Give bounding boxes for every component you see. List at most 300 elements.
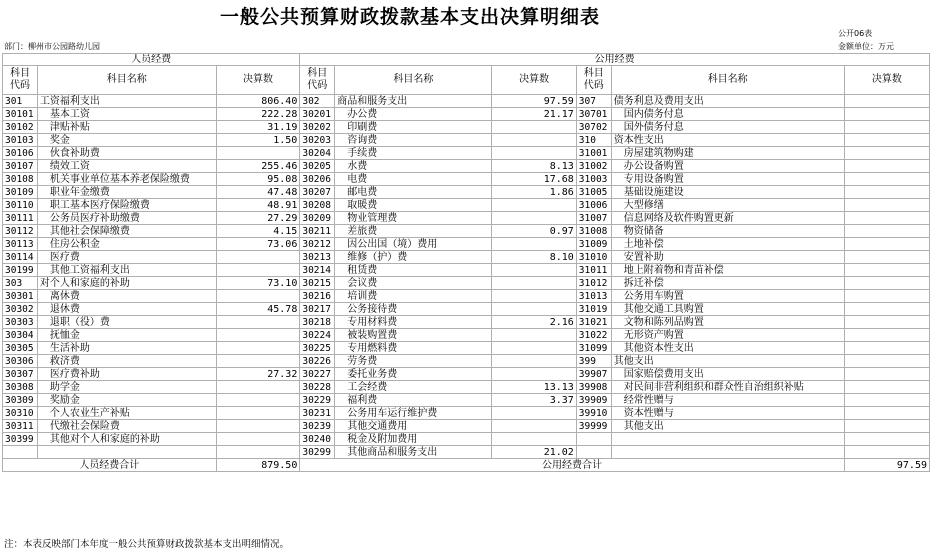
- item-code: 30309: [3, 394, 38, 407]
- item-amount: [492, 433, 576, 446]
- item-name: 取暖费: [335, 199, 492, 212]
- item-code: 30399: [3, 433, 38, 446]
- item-amount: [844, 433, 929, 446]
- item-name: 工资福利支出: [37, 95, 216, 108]
- item-amount: [216, 329, 300, 342]
- item-name: [611, 446, 844, 459]
- item-amount: [216, 433, 300, 446]
- item-code: 307: [576, 95, 611, 108]
- item-name: 公务用车运行维护费: [335, 407, 492, 420]
- item-amount: [844, 251, 929, 264]
- item-amount: [492, 342, 576, 355]
- item-code: 39910: [576, 407, 611, 420]
- section-public: 公用经费: [300, 54, 930, 66]
- table-row: [3, 329, 930, 342]
- item-code: 301: [3, 95, 38, 108]
- item-amount: [492, 264, 576, 277]
- item-name: 医疗费: [37, 251, 216, 264]
- item-name: 奖金: [37, 134, 216, 147]
- item-code: 30231: [300, 407, 335, 420]
- item-code: 30202: [300, 121, 335, 134]
- item-code: 30107: [3, 160, 38, 173]
- item-code: 30308: [3, 381, 38, 394]
- item-code: 30204: [300, 147, 335, 160]
- item-name: 债务利息及费用支出: [611, 95, 844, 108]
- item-name: 其他工资福利支出: [37, 264, 216, 277]
- item-name: 会议费: [335, 277, 492, 290]
- header-amount: 决算数: [844, 66, 929, 95]
- item-name: 职业年金缴费: [37, 186, 216, 199]
- item-name: 专用设备购置: [611, 173, 844, 186]
- item-code: 30702: [576, 121, 611, 134]
- item-amount: [492, 147, 576, 160]
- item-amount: [492, 290, 576, 303]
- item-amount: [844, 186, 929, 199]
- item-name: 信息网络及软件购置更新: [611, 212, 844, 225]
- item-code: 302: [300, 95, 335, 108]
- table-row: [3, 199, 930, 212]
- item-name: 经常性赠与: [611, 394, 844, 407]
- item-amount: [492, 303, 576, 316]
- item-amount: 47.48: [216, 186, 300, 199]
- item-amount: 13.13: [492, 381, 576, 394]
- item-code: 30216: [300, 290, 335, 303]
- item-name: 安置补助: [611, 251, 844, 264]
- item-amount: [492, 420, 576, 433]
- item-name: 资本性赠与: [611, 407, 844, 420]
- item-name: 伙食补助费: [37, 147, 216, 160]
- item-amount: [844, 407, 929, 420]
- table-row: [3, 251, 930, 264]
- item-name: 助学金: [37, 381, 216, 394]
- item-amount: 0.97: [492, 225, 576, 238]
- table-row: [3, 134, 930, 147]
- table-row: [3, 394, 930, 407]
- amount-unit: 金额单位：万元: [838, 42, 894, 51]
- item-name: 国内债务付息: [611, 108, 844, 121]
- item-code: 39909: [576, 394, 611, 407]
- item-code: 30203: [300, 134, 335, 147]
- item-name: 税金及附加费用: [335, 433, 492, 446]
- item-code: 30211: [300, 225, 335, 238]
- item-name: 租赁费: [335, 264, 492, 277]
- item-code: 30102: [3, 121, 38, 134]
- item-amount: [216, 381, 300, 394]
- item-amount: [844, 342, 929, 355]
- item-amount: [844, 394, 929, 407]
- item-amount: [216, 420, 300, 433]
- item-code: 31099: [576, 342, 611, 355]
- table-row: [3, 407, 930, 420]
- item-amount: [492, 407, 576, 420]
- item-amount: [844, 95, 929, 108]
- item-amount: [216, 342, 300, 355]
- item-code: 31007: [576, 212, 611, 225]
- item-code: 310: [576, 134, 611, 147]
- item-name: 工会经费: [335, 381, 492, 394]
- item-code: 30207: [300, 186, 335, 199]
- table-row: [3, 355, 930, 368]
- item-name: 咨询费: [335, 134, 492, 147]
- item-amount: [844, 160, 929, 173]
- item-code: 31013: [576, 290, 611, 303]
- item-name: 退休费: [37, 303, 216, 316]
- item-amount: [216, 316, 300, 329]
- footnote: 注：本表反映部门本年度一般公共预算财政拨款基本支出明细情况。: [4, 539, 290, 550]
- item-amount: 4.15: [216, 225, 300, 238]
- header-name: 科目名称: [611, 66, 844, 95]
- item-amount: 48.91: [216, 199, 300, 212]
- item-amount: [844, 316, 929, 329]
- item-name: 培训费: [335, 290, 492, 303]
- item-code: 30301: [3, 290, 38, 303]
- item-name: 劳务费: [335, 355, 492, 368]
- item-name: 土地补偿: [611, 238, 844, 251]
- item-amount: [844, 108, 929, 121]
- item-code: 30214: [300, 264, 335, 277]
- table-row: [3, 173, 930, 186]
- table-body: [3, 95, 930, 459]
- item-name: 公务用车购置: [611, 290, 844, 303]
- item-code: 31012: [576, 277, 611, 290]
- item-amount: [216, 147, 300, 160]
- item-code: 31009: [576, 238, 611, 251]
- item-code: [3, 446, 38, 459]
- item-code: 31006: [576, 199, 611, 212]
- item-name: 差旅费: [335, 225, 492, 238]
- item-code: [576, 446, 611, 459]
- item-amount: [492, 212, 576, 225]
- item-amount: 27.32: [216, 368, 300, 381]
- item-name: 印刷费: [335, 121, 492, 134]
- table-row: [3, 108, 930, 121]
- item-code: 30208: [300, 199, 335, 212]
- item-amount: [844, 212, 929, 225]
- table-row: [3, 225, 930, 238]
- table-row: [3, 264, 930, 277]
- item-amount: [216, 264, 300, 277]
- item-amount: 222.28: [216, 108, 300, 121]
- item-amount: 806.40: [216, 95, 300, 108]
- header-code: 科目 代码: [3, 66, 38, 95]
- item-amount: 73.10: [216, 277, 300, 290]
- form-code: 公开06表: [838, 29, 873, 38]
- table-row: [3, 121, 930, 134]
- item-amount: [844, 147, 929, 160]
- item-amount: [216, 446, 300, 459]
- item-code: 30299: [300, 446, 335, 459]
- table-row: [3, 420, 930, 433]
- item-amount: 21.02: [492, 446, 576, 459]
- table-row: [3, 238, 930, 251]
- item-amount: 255.46: [216, 160, 300, 173]
- item-code: 30302: [3, 303, 38, 316]
- item-code: 30218: [300, 316, 335, 329]
- personnel-total-value: 879.50: [216, 459, 300, 472]
- item-amount: [844, 134, 929, 147]
- table-row: [3, 381, 930, 394]
- item-code: 399: [576, 355, 611, 368]
- item-code: 31008: [576, 225, 611, 238]
- item-code: 30304: [3, 329, 38, 342]
- item-code: 31019: [576, 303, 611, 316]
- page-title: 一般公共预算财政拨款基本支出决算明细表: [219, 6, 600, 28]
- table-row: [3, 290, 930, 303]
- item-name: 福利费: [335, 394, 492, 407]
- table-row: [3, 186, 930, 199]
- header-name: 科目名称: [37, 66, 216, 95]
- item-code: 30201: [300, 108, 335, 121]
- header-code: 科目 代码: [300, 66, 335, 95]
- item-name: 救济费: [37, 355, 216, 368]
- item-amount: [844, 381, 929, 394]
- item-amount: 97.59: [492, 95, 576, 108]
- item-amount: 2.16: [492, 316, 576, 329]
- item-name: 奖励金: [37, 394, 216, 407]
- item-code: 30307: [3, 368, 38, 381]
- table-row: [3, 212, 930, 225]
- item-name: 离休费: [37, 290, 216, 303]
- table-row: [3, 277, 930, 290]
- item-amount: 45.78: [216, 303, 300, 316]
- item-name: 代缴社会保险费: [37, 420, 216, 433]
- item-name: 医疗费补助: [37, 368, 216, 381]
- item-name: 其他支出: [611, 355, 844, 368]
- table-row: [3, 433, 930, 446]
- item-code: 30114: [3, 251, 38, 264]
- item-name: 其他交通费用: [335, 420, 492, 433]
- item-name: 专用材料费: [335, 316, 492, 329]
- item-code: 30229: [300, 394, 335, 407]
- item-name: 物业管理费: [335, 212, 492, 225]
- item-code: 30239: [300, 420, 335, 433]
- item-amount: [492, 121, 576, 134]
- item-amount: [492, 329, 576, 342]
- item-name: 职工基本医疗保险缴费: [37, 199, 216, 212]
- item-amount: [492, 368, 576, 381]
- item-amount: [492, 277, 576, 290]
- item-amount: [492, 238, 576, 251]
- item-name: [611, 433, 844, 446]
- item-code: 30209: [300, 212, 335, 225]
- item-amount: 8.13: [492, 160, 576, 173]
- item-amount: [844, 264, 929, 277]
- item-name: 津贴补贴: [37, 121, 216, 134]
- item-code: 31003: [576, 173, 611, 186]
- item-name: 其他对个人和家庭的补助: [37, 433, 216, 446]
- item-name: 绩效工资: [37, 160, 216, 173]
- item-code: 30310: [3, 407, 38, 420]
- item-amount: 17.68: [492, 173, 576, 186]
- item-code: [576, 433, 611, 446]
- item-code: 30108: [3, 173, 38, 186]
- item-code: 31010: [576, 251, 611, 264]
- item-code: 39908: [576, 381, 611, 394]
- header-amount: 决算数: [492, 66, 576, 95]
- totals-row: [3, 459, 930, 472]
- item-code: 30111: [3, 212, 38, 225]
- item-name: 其他社会保障缴费: [37, 225, 216, 238]
- item-code: 30217: [300, 303, 335, 316]
- header-amount: 决算数: [216, 66, 300, 95]
- item-code: 30206: [300, 173, 335, 186]
- item-name: 商品和服务支出: [335, 95, 492, 108]
- item-name: 公务员医疗补助缴费: [37, 212, 216, 225]
- item-code: 30225: [300, 342, 335, 355]
- item-amount: 73.06: [216, 238, 300, 251]
- item-name: 拆迁补偿: [611, 277, 844, 290]
- item-code: 30205: [300, 160, 335, 173]
- item-code: 30103: [3, 134, 38, 147]
- item-name: 委托业务费: [335, 368, 492, 381]
- item-code: 30106: [3, 147, 38, 160]
- item-name: 其他资本性支出: [611, 342, 844, 355]
- item-code: 30306: [3, 355, 38, 368]
- item-name: 公务接待费: [335, 303, 492, 316]
- item-code: 39999: [576, 420, 611, 433]
- item-amount: [492, 199, 576, 212]
- item-name: 无形资产购置: [611, 329, 844, 342]
- item-code: 30213: [300, 251, 335, 264]
- expenditure-table: [2, 53, 930, 472]
- item-code: 31001: [576, 147, 611, 160]
- public-total-label: 公用经费合计: [300, 459, 844, 472]
- item-name: 退职（役）费: [37, 316, 216, 329]
- item-code: 30215: [300, 277, 335, 290]
- item-code: 30227: [300, 368, 335, 381]
- item-name: 其他支出: [611, 420, 844, 433]
- item-name: 手续费: [335, 147, 492, 160]
- item-code: 30113: [3, 238, 38, 251]
- item-amount: [844, 290, 929, 303]
- item-code: 31011: [576, 264, 611, 277]
- item-name: 房屋建筑物购建: [611, 147, 844, 160]
- item-name: 基本工资: [37, 108, 216, 121]
- item-name: [37, 446, 216, 459]
- item-code: 30240: [300, 433, 335, 446]
- item-name: 资本性支出: [611, 134, 844, 147]
- item-amount: [844, 446, 929, 459]
- item-code: 303: [3, 277, 38, 290]
- item-amount: 1.50: [216, 134, 300, 147]
- item-amount: 21.17: [492, 108, 576, 121]
- header-name: 科目名称: [335, 66, 492, 95]
- table-row: [3, 316, 930, 329]
- item-amount: 1.86: [492, 186, 576, 199]
- item-name: 办公设备购置: [611, 160, 844, 173]
- item-code: 30228: [300, 381, 335, 394]
- item-name: 办公费: [335, 108, 492, 121]
- table-row: [3, 368, 930, 381]
- item-code: 30311: [3, 420, 38, 433]
- item-name: 专用燃料费: [335, 342, 492, 355]
- item-code: 31005: [576, 186, 611, 199]
- table-row: [3, 342, 930, 355]
- item-name: 其他商品和服务支出: [335, 446, 492, 459]
- item-name: 对个人和家庭的补助: [37, 277, 216, 290]
- table-row: [3, 160, 930, 173]
- item-name: 国外债务付息: [611, 121, 844, 134]
- item-name: 地上附着物和青苗补偿: [611, 264, 844, 277]
- item-amount: [844, 303, 929, 316]
- item-code: 30110: [3, 199, 38, 212]
- department-label: 部门：柳州市公园路幼儿园: [4, 42, 100, 51]
- item-amount: [844, 225, 929, 238]
- item-amount: 27.29: [216, 212, 300, 225]
- item-name: 被装购置费: [335, 329, 492, 342]
- section-personnel: 人员经费: [3, 54, 300, 66]
- item-name: 大型修缮: [611, 199, 844, 212]
- item-name: 邮电费: [335, 186, 492, 199]
- item-amount: [844, 355, 929, 368]
- item-amount: [216, 394, 300, 407]
- table-row: [3, 95, 930, 108]
- item-amount: [216, 251, 300, 264]
- item-amount: 95.08: [216, 173, 300, 186]
- item-code: 30101: [3, 108, 38, 121]
- table-row: [3, 446, 930, 459]
- item-amount: [844, 420, 929, 433]
- item-amount: [216, 355, 300, 368]
- header-code: 科目 代码: [576, 66, 611, 95]
- item-amount: [844, 199, 929, 212]
- item-code: 31002: [576, 160, 611, 173]
- item-code: 30226: [300, 355, 335, 368]
- public-total-value: 97.59: [844, 459, 929, 472]
- item-name: 其他交通工具购置: [611, 303, 844, 316]
- item-code: 30224: [300, 329, 335, 342]
- item-name: 物资储备: [611, 225, 844, 238]
- item-name: 机关事业单位基本养老保险缴费: [37, 173, 216, 186]
- item-name: 电费: [335, 173, 492, 186]
- item-name: 文物和陈列品购置: [611, 316, 844, 329]
- item-amount: [844, 277, 929, 290]
- item-code: 30112: [3, 225, 38, 238]
- table-row: [3, 147, 930, 160]
- item-amount: [216, 407, 300, 420]
- table-row: [3, 303, 930, 316]
- item-amount: [216, 290, 300, 303]
- item-amount: 8.10: [492, 251, 576, 264]
- item-code: 31022: [576, 329, 611, 342]
- item-name: 因公出国（境）费用: [335, 238, 492, 251]
- item-amount: 31.19: [216, 121, 300, 134]
- item-code: 30701: [576, 108, 611, 121]
- item-name: 维修（护）费: [335, 251, 492, 264]
- item-code: 30303: [3, 316, 38, 329]
- item-code: 39907: [576, 368, 611, 381]
- item-amount: [492, 134, 576, 147]
- item-amount: [844, 121, 929, 134]
- item-name: 基础设施建设: [611, 186, 844, 199]
- item-name: 个人农业生产补贴: [37, 407, 216, 420]
- item-name: 对民间非营利组织和群众性自治组织补贴: [611, 381, 844, 394]
- item-code: 30212: [300, 238, 335, 251]
- item-amount: [492, 355, 576, 368]
- item-name: 抚恤金: [37, 329, 216, 342]
- item-code: 30305: [3, 342, 38, 355]
- item-name: 生活补助: [37, 342, 216, 355]
- item-amount: [844, 173, 929, 186]
- item-name: 水费: [335, 160, 492, 173]
- item-code: 31021: [576, 316, 611, 329]
- item-code: 30109: [3, 186, 38, 199]
- item-name: 住房公积金: [37, 238, 216, 251]
- item-amount: [844, 329, 929, 342]
- item-amount: [844, 238, 929, 251]
- item-amount: 3.37: [492, 394, 576, 407]
- item-code: 30199: [3, 264, 38, 277]
